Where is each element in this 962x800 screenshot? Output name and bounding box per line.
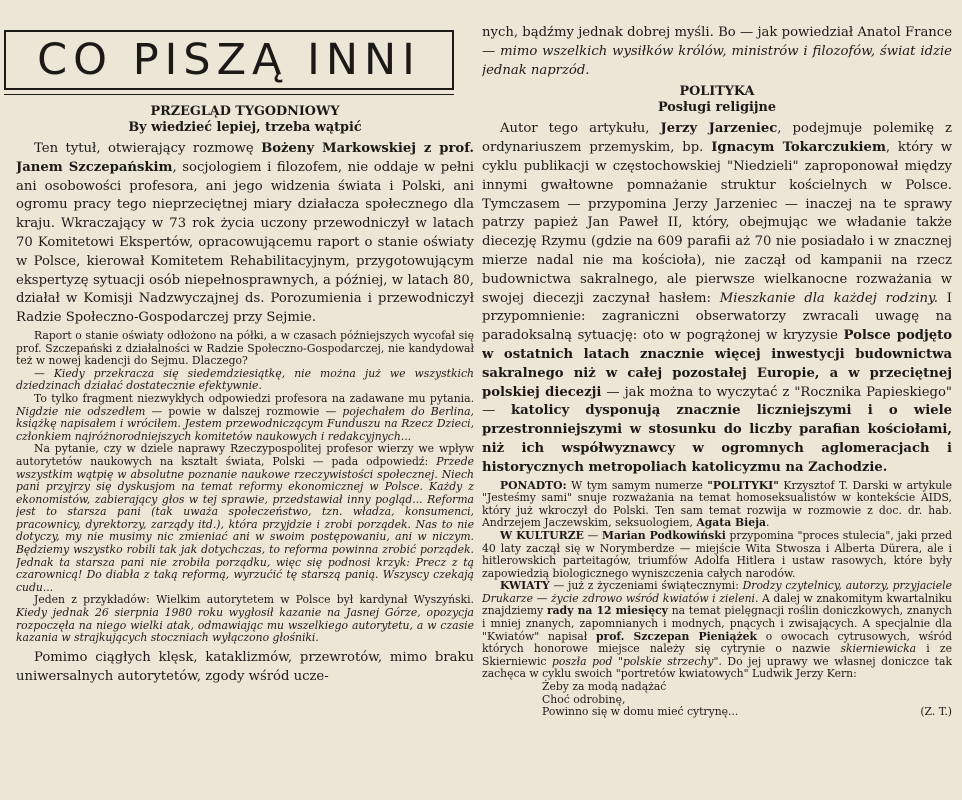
small-paragraph: To tylko fragment niezwykłych odpowiedzi profesora na zadawane mu pytania. Nigdzie nie odszedłem — powie w dalszej rozmowie — pojechałem do Berlina, książkę napisałem i wróciłem. Jestem przewodniczącym Funduszu na Rzecz Dzieci, członkiem najróżnorodniejszych komitetów naukowych i redakcyjnych... <box>16 391 474 443</box>
small-paragraph: Raport o stanie oświaty odłożono na półki, a w czasach późniejszych wycofał się prof. Szczepański z działalności w Radzie Społeczno-Gospodarczej, nie kandydował też w nowej kadencji do Sejmu. Dlaczego? <box>16 328 474 368</box>
left-column <box>16 0 474 800</box>
section-heading-polityka: POLITYKA <box>679 84 755 100</box>
masthead-title: CO PISZĄ INNI <box>4 30 454 90</box>
poem <box>482 681 952 719</box>
section-subheading-polityka: Posługi religijne <box>657 100 776 116</box>
small-paragraph: Jeden z przykładów: Wielkim autorytetem w Polsce był kardynał Wyszyński. Kiedy jednak 26 sierpnia 1980 roku wygłosił kazanie na Jasnej Górze, opozycja rozpoczęła na niego wielki atak, odmawiając mu wszelkiego autorytetu, a w czasie kazania w strajkujących stoczniach wyłączono głośniki. <box>16 593 474 645</box>
author-signature: (Z. T.) <box>920 705 952 719</box>
intro-paragraph: Ten tytuł, otwierający rozmowę Bożeny Markowskiej z prof. Janem Szczepańskim, socjologiem i filozofem, nie oddaje w pełni ani osobowości profesora, ani jego widzenia świata i Polski, ani ogromu pracy tego nieprzeciętnej miary działacza społecznego dla kraju. Wkraczający w 73 rok życia uczony przewodniczył w latach 70 Komitetowi Ekspertów, opracowującemu raport o stanie oświaty w Polsce, kierował Komitetem Rehabilitacyjnym, przygotowującym ekspertyzę sytuacji osób niepełnosprawnych, a później, w latach 80, działał w Komisji Nadzwyczajnej ds. Porozumienia i przewodniczył Radzie Społeczno-Gospodarczej przy Sejmie. <box>16 141 474 326</box>
section-subheading-przeglad: By wiedzieć lepiej, trzeba wątpić <box>128 120 362 135</box>
section-heading-przeglad: PRZEGLĄD TYGODNIOWY <box>150 104 340 119</box>
small-paragraph: Na pytanie, czy w dziele naprawy Rzeczypospolitej profesor wierzy we wpływ autorytetów naukowych na kształt świata, Polski — pada odpowiedź: Przede wszystkim wątpię w absolutne poznanie naukowe rzeczywistości społecznej. Niech pani przyjrzy się dyskusjom na temat reformy ekonomicznej w Polsce. Każdy z ekonomistów, zabierający głos w tej sprawie, przedstawiał inny pogląd... Reforma jest to starsza pani (tak uważa społeczeństwo, tzn. władza, konsumenci, pracownicy, dyrektorzy, zarządy itd.), która przyjdzie i zrobi porządek. Nas to nie dotyczy, my nie musimy nic zmieniać ani w swoim postępowaniu, ani w niczym. Będziemy wszystko robili tak jak dotychczas, to reforma powinna zrobić porządek. Jednak ta starsza pani nie zrobiła porządku, więc się podnosi krzyk: Precz z tą czarownicą! Do diabła z taką reformą, wyrzućić tę starszą panią. Wszyscy czekają cudu... <box>16 442 474 594</box>
right-column <box>482 0 952 800</box>
poem-line: Powinno się w domu mieć cytrynę... <box>542 705 739 719</box>
closing-paragraph: Pomimo ciągłych klęsk, kataklizmów, przewrotów, mimo braku uniwersalnych autorytetów, zgody wśród ucze- <box>16 649 474 684</box>
poem-line: Żeby za modą nadążać <box>542 680 667 694</box>
poem-line: Choć odrobinę, <box>542 692 626 706</box>
kwiaty-paragraph: KWIATY — już z życzeniami świątecznymi: Drodzy czytelnicy, autorzy, przyjaciele Drukarze — życie zdrowo wśród kwiatów i zieleni. A dalej w znakomitym kwartalniku znajdziemy rady na 12 miesięcy na temat pielęgnacji roślin doniczkowych, znanych i mniej znanych, zapomnianych i modnych, pnących i zwisających. A specjalnie dla "Kwiatów" napisał prof. Szczepan Pieniążek o owocach cytrusowych, wśród których honorowe miejsce należy się cytrynie o nazwie skierniewicka i ze Skierniewic poszła pod "polskie strzechy". Do jej uprawy we własnej doniczce tak zachęca w cyklu swoich "portretów kwiatowych" Ludwik Jerzy Kern: <box>482 579 952 681</box>
ponadto-paragraph: PONADTO: W tym samym numerze "POLITYKI" Krzysztof T. Darski w artykule "Jesteśmy sami" snuje rozważania na temat homoseksualistów w kontekście AIDS, który już wkroczył do Polski. Ten sam temat rozwija w rozmowie z doc. dr. hab. Andrzejem Jaczewskim, seksuologiem, Agata Bieja. <box>482 478 952 530</box>
continuation-paragraph: nych, bądźmy jednak dobrej myśli. Bo — jak powiedział Anatol France — mimo wszelkich wysiłków królów, ministrów i filozofów, świat idzie jednak naprzód. <box>482 25 952 78</box>
poem-last-line <box>542 706 952 719</box>
kultura-paragraph: W KULTURZE — Marian Podkowiński przypomina "proces stulecia", jaki przed 40 laty zaczął się w Norymberdze — miejście Wita Stwosza i Alberta Dürera, ale i hitlerowskich parteitagów, triumfów Adolfa Hitlera i ustaw rasowych, które były zapowiedzią biologicznego wyniszczenia całych narodów. <box>482 528 952 580</box>
polityka-paragraph: Autor tego artykułu, Jerzy Jarzeniec, podejmuje polemikę z ordynariuszem przemyskim, bp. Ignacym Tokarczukiem, który w cyklu publikacji w częstochowskiej "Niedzieli" zaproponował między innymi gwałtowne pomnażanie struktur kościelnych w Polsce. Tymczasem — przypomina Jerzy Jarzeniec — inaczej na te sprawy patrzy papież Jan Paweł II, który, obejmując we władanie także diecezję Rzymu (gdzie na 609 parafii aż 70 nie posiadało i w znacznej mierze nadal nie ma kościoła), nie zaczął od kampanii na rzecz budownictwa sakralnego, ale pierwsze wielkanocne rozważania w swojej diecezji zaczynał hasłem: Mieszkanie dla każdej rodziny. I przypomnienie: zagraniczni obserwatorzy zwracali uwagę na paradoksalną sytuację: oto w pogrążonej w kryzysie Polsce podjęto w ostatnich latach znacznie więcej inwestycji budownictwa sakralnego niż w całej pozostałej Europie, a w przeciętnej polskiej diecezji — jak można to wyczytać z "Rocznika Papieskiego" — katolicy dysponują znacznie liczniejszymi i o wiele przestronniejszymi w stosunku do liczby parafian kościołami, niż ich współwyznawcy w ogromnych aglomeracjach i historycznych metropoliach katolicyzmu na Zachodzie. <box>482 121 952 475</box>
quote-paragraph: — Kiedy przekracza się siedemdziesiątkę, nie można już we wszystkich dziedzinach działać dostatecznie efektywnie. <box>16 366 474 393</box>
